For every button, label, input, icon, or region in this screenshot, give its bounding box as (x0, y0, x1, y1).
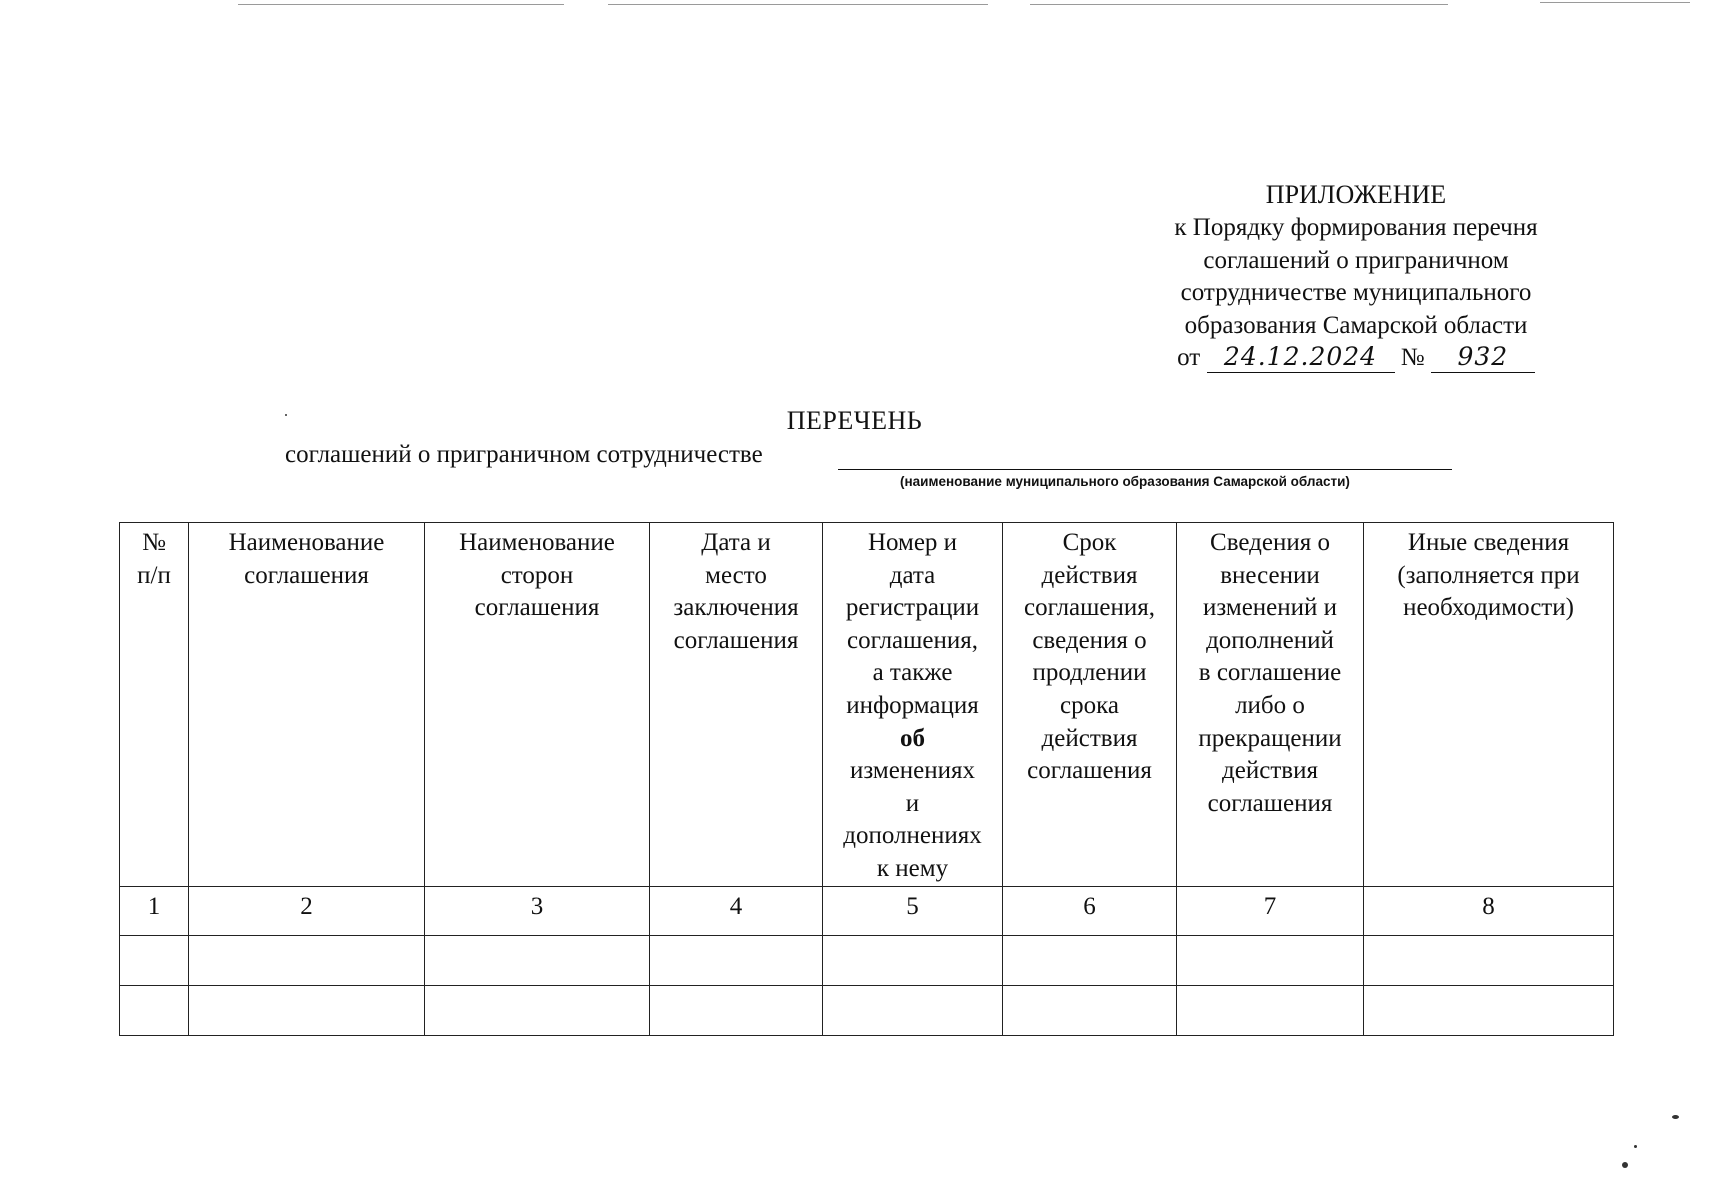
list-subtitle: соглашений о приграничном сотрудничестве (285, 441, 763, 468)
empty-cell (1177, 935, 1364, 985)
header-text: соглашения (244, 561, 369, 589)
header-text: Наименование (459, 529, 615, 556)
appendix-block (1100, 178, 1612, 375)
header-cell-agreement-name (189, 523, 425, 887)
header-text: дата (889, 561, 936, 589)
header-text: № (142, 529, 166, 556)
header-cell-changes (1177, 523, 1364, 887)
header-text: внесении (1220, 561, 1320, 589)
header-text: об (900, 724, 925, 752)
header-text: а также (872, 659, 953, 687)
column-number-cell: 6 (1003, 886, 1177, 935)
header-text: изменений и (1202, 594, 1338, 622)
header-text: Иные сведения (1407, 529, 1570, 556)
column-number-cell: 1 (120, 886, 189, 935)
header-text: срока (1060, 691, 1119, 719)
appendix-title: ПРИЛОЖЕНИЕ (1265, 180, 1447, 209)
empty-cell (425, 935, 650, 985)
header-text: к нему (876, 854, 949, 882)
empty-cell (189, 985, 425, 1035)
header-text: в соглашение (1198, 659, 1342, 687)
header-cell-other (1364, 523, 1614, 887)
header-text: (заполняется при (1397, 561, 1580, 589)
header-text: действия (1222, 757, 1318, 785)
number-sign: № (1400, 344, 1425, 371)
header-text: необходимости) (1403, 594, 1574, 622)
header-text: место (705, 561, 767, 589)
scan-speck (1672, 1115, 1679, 1119)
empty-cell (1364, 935, 1614, 985)
empty-cell (1364, 985, 1614, 1035)
column-number-cell: 2 (189, 886, 425, 935)
empty-cell (650, 985, 823, 1035)
header-text: соглашения (1027, 757, 1152, 785)
empty-cell (650, 935, 823, 985)
header-text: соглашения (474, 594, 600, 622)
agreements-table (119, 522, 1614, 1036)
scan-artifact-line (1030, 4, 1448, 5)
empty-cell (425, 985, 650, 1035)
empty-cell (189, 935, 425, 985)
appendix-date-number-row (1100, 342, 1612, 375)
header-text: изменениях (849, 757, 976, 785)
empty-cell (120, 935, 189, 985)
handwritten-date: 24.12.2024 (1207, 342, 1395, 373)
header-text: и (905, 789, 920, 817)
header-text: Номер и (867, 529, 958, 556)
column-number-cell: 5 (823, 886, 1003, 935)
header-text: Сведения о (1210, 529, 1330, 556)
header-text: Дата и (701, 529, 771, 556)
empty-cell (1177, 985, 1364, 1035)
header-cell-date-place (650, 523, 823, 887)
column-number-cell: 8 (1364, 886, 1614, 935)
municipality-blank-field (838, 469, 1452, 470)
column-number-cell: 7 (1177, 886, 1364, 935)
appendix-line: к Порядку формирования перечня (1174, 214, 1538, 241)
header-text: продлении (1032, 659, 1147, 687)
header-text: соглашения, (1023, 594, 1155, 622)
header-text: Наименование (228, 529, 385, 556)
empty-cell (823, 985, 1003, 1035)
header-text: заключения (673, 594, 799, 622)
header-text: сторон (500, 561, 574, 589)
column-number-cell: 4 (650, 886, 823, 935)
header-text: п/п (137, 561, 171, 589)
scan-speck (285, 414, 287, 416)
header-text: либо о (1235, 691, 1305, 719)
scan-artifact-line (608, 4, 988, 5)
table-row (120, 935, 1614, 985)
from-label: от (1177, 344, 1201, 371)
column-number-row (120, 886, 1614, 935)
scan-artifact-line (1540, 2, 1690, 3)
appendix-line: сотрудничестве муниципального (1180, 279, 1532, 306)
scan-speck (1622, 1162, 1628, 1168)
blank-caption: (наименование муниципального образования Самарской области) (900, 474, 1350, 489)
header-text: действия (1041, 561, 1138, 589)
scan-artifact-line (238, 4, 564, 5)
header-text: дополнениях (843, 822, 982, 850)
handwritten-number: 932 (1431, 342, 1535, 373)
list-title: ПЕРЕЧЕНЬ (786, 406, 923, 435)
empty-cell (120, 985, 189, 1035)
header-text: Срок (1062, 529, 1117, 556)
appendix-line: соглашений о приграничном (1203, 246, 1509, 274)
header-text: соглашения (1207, 789, 1333, 817)
empty-cell (1003, 935, 1177, 985)
header-cell-number (120, 523, 189, 887)
header-cell-registration (823, 523, 1003, 887)
header-text: информация (846, 691, 979, 719)
header-cell-parties (425, 523, 650, 887)
table-header-row (120, 523, 1614, 887)
header-text: соглашения (673, 626, 799, 654)
appendix-line: образования Самарской области (1184, 311, 1528, 339)
empty-cell (823, 935, 1003, 985)
header-text: действия (1041, 724, 1138, 752)
header-text: регистрации (845, 594, 980, 622)
header-text: дополнений (1206, 626, 1334, 654)
table-row (120, 985, 1614, 1035)
empty-cell (1003, 985, 1177, 1035)
column-number-cell: 3 (425, 886, 650, 935)
header-cell-term (1003, 523, 1177, 887)
header-text: сведения о (1032, 626, 1147, 654)
header-text: прекращении (1198, 724, 1342, 752)
header-text: соглашения, (846, 626, 978, 654)
scan-speck (1634, 1145, 1637, 1148)
